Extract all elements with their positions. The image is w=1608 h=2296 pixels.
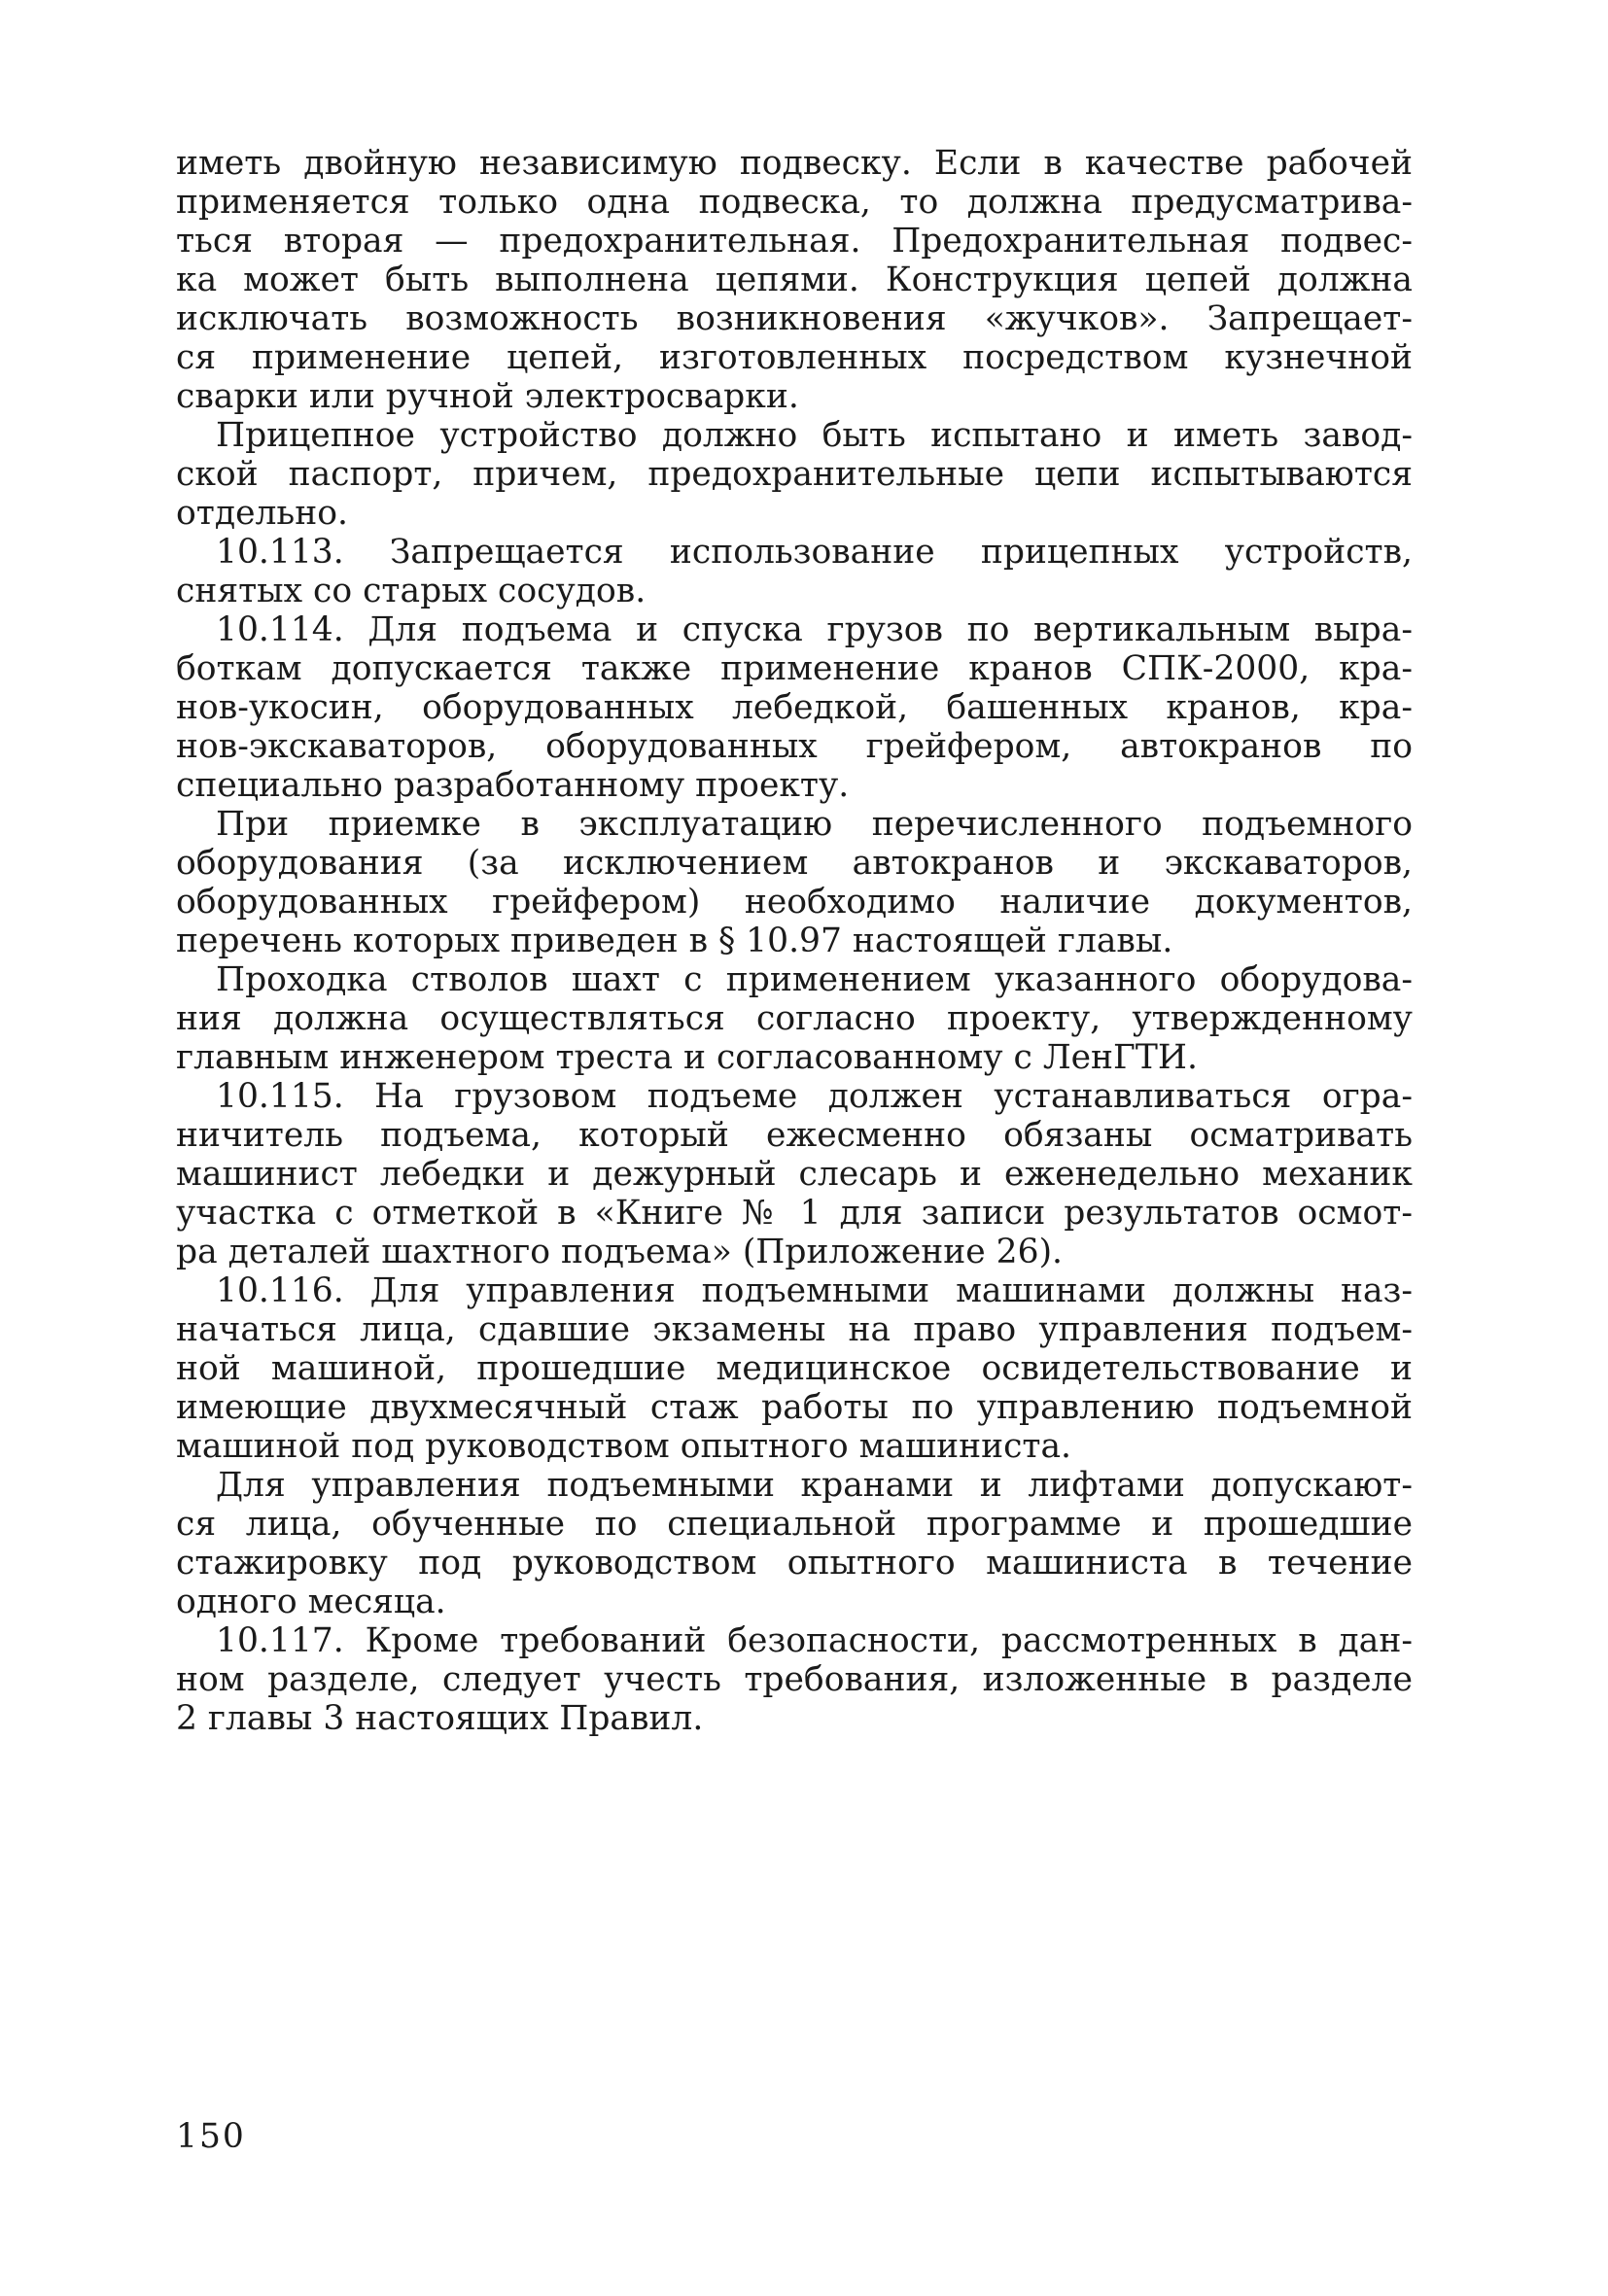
text-line: 10.116. Для управления подъемными машинами должны наз- — [216, 1271, 1413, 1310]
paragraph-acceptance — [176, 805, 1413, 960]
paragraph-hitch-device — [176, 416, 1413, 533]
paragraph-10-116 — [176, 1271, 1413, 1466]
text-line: нов-экскаваторов, оборудованных грейфером, автокранов по — [176, 727, 1413, 766]
text-line: Проходка стволов шахт с применением указанного оборудова- — [216, 960, 1413, 999]
text-line: нов-укосин, оборудованных лебедкой, башенных кранов, кра- — [176, 688, 1413, 727]
text-line: 10.114. Для подъема и спуска грузов по вертикальным выра- — [216, 610, 1413, 649]
text-line: участка с отметкой в «Книге № 1 для записи результатов осмот- — [176, 1194, 1413, 1233]
paragraph-10-114 — [176, 610, 1413, 805]
text-line: специально разработанному проекту. — [176, 766, 850, 805]
text-line: отдельно. — [176, 494, 348, 533]
text-line: имеющие двухмесячный стаж работы по управлению подъемной — [176, 1388, 1413, 1427]
paragraph-suspension — [176, 144, 1413, 416]
text-line: ся лица, обученные по специальной программе и прошедшие — [176, 1505, 1413, 1544]
text-line: 10.115. На грузовом подъеме должен устанавливаться огра- — [216, 1077, 1413, 1116]
text-line: исключать возможность возникновения «жучков». Запрещает- — [176, 299, 1413, 338]
text-line: боткам допускается также применение кранов СПК-2000, кра- — [176, 649, 1413, 688]
text-line: оборудования (за исключением автокранов и экскаваторов, — [176, 844, 1413, 883]
text-line: стажировку под руководством опытного машиниста в течение — [176, 1544, 1413, 1583]
text-line: ться вторая — предохранительная. Предохранительная подвес- — [176, 222, 1413, 261]
text-line: машиной под руководством опытного машиниста. — [176, 1427, 1072, 1466]
text-line: ка может быть выполнена цепями. Конструкция цепей должна — [176, 261, 1413, 299]
text-line: 2 главы 3 настоящих Правил. — [176, 1699, 704, 1738]
paragraph-10-117 — [176, 1621, 1413, 1738]
text-line: ничитель подъема, который ежесменно обязаны осматривать — [176, 1116, 1413, 1155]
text-line: 10.113. Запрещается использование прицепных устройств, — [216, 533, 1413, 572]
text-line: 10.117. Кроме требований безопасности, рассмотренных в дан- — [216, 1621, 1413, 1660]
text-line: начаться лица, сдавшие экзамены на право управления подъем- — [176, 1310, 1413, 1349]
paragraph-10-113 — [176, 533, 1413, 610]
text-line: ся применение цепей, изготовленных посредством кузнечной — [176, 338, 1413, 377]
text-line: снятых со старых сосудов. — [176, 572, 647, 610]
text-line: Для управления подъемными кранами и лифтами допускают- — [216, 1466, 1413, 1505]
paragraph-shaft-sinking — [176, 960, 1413, 1077]
text-line: Прицепное устройство должно быть испытано и иметь завод- — [216, 416, 1413, 455]
paragraph-10-115 — [176, 1077, 1413, 1271]
paragraph-cranes-lifts — [176, 1466, 1413, 1621]
text-line: При приемке в эксплуатацию перечисленного подъемного — [216, 805, 1413, 844]
text-line: одного месяца. — [176, 1583, 446, 1621]
text-line: главным инженером треста и согласованному с ЛенГТИ. — [176, 1038, 1198, 1077]
text-line: иметь двойную независимую подвеску. Если в качестве рабочей — [176, 144, 1413, 183]
page-number: 150 — [176, 2117, 246, 2156]
text-line: ном разделе, следует учесть требования, изложенные в разделе — [176, 1660, 1413, 1699]
text-line: применяется только одна подвеска, то должна предусматрива- — [176, 183, 1413, 222]
text-line: ния должна осуществляться согласно проекту, утвержденному — [176, 999, 1413, 1038]
body-text — [176, 144, 1413, 1738]
text-line: сварки или ручной электросварки. — [176, 377, 799, 416]
text-line: ской паспорт, причем, предохранительные цепи испытываются — [176, 455, 1413, 494]
text-line: оборудованных грейфером) необходимо наличие документов, — [176, 883, 1413, 922]
text-line: машинист лебедки и дежурный слесарь и еженедельно механик — [176, 1155, 1413, 1194]
text-line: ра деталей шахтного подъема» (Приложение 26). — [176, 1233, 1064, 1271]
text-line: перечень которых приведен в § 10.97 настоящей главы. — [176, 922, 1173, 960]
text-line: ной машиной, прошедшие медицинское освидетельствование и — [176, 1349, 1413, 1388]
